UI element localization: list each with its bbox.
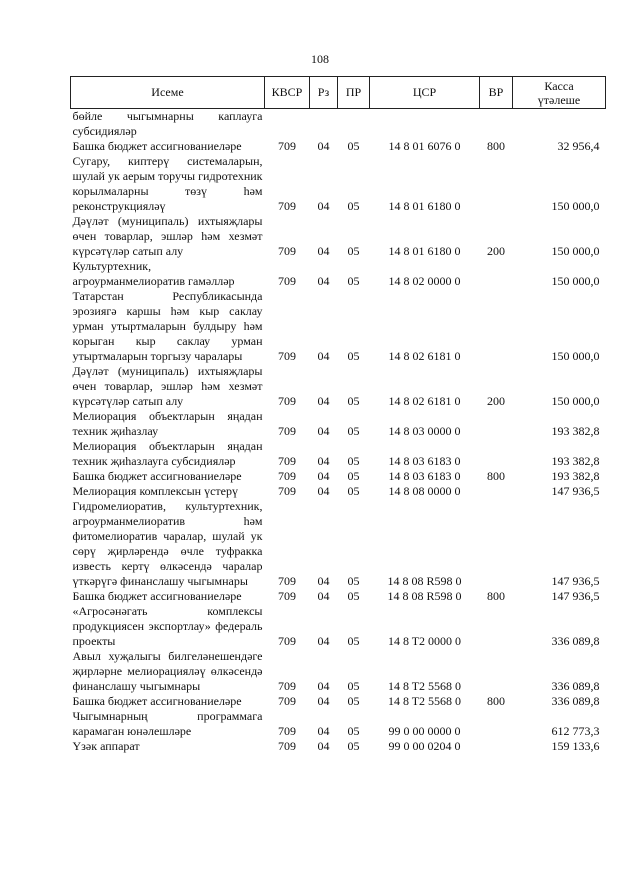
table-row	[71, 739, 606, 754]
cell-pr: 05	[347, 634, 360, 648]
table-row	[71, 139, 606, 154]
cell-kvsr: 709	[278, 739, 296, 753]
cell-name: Авыл хуҗалыгы билгеләнешендәге җирләрне мелиорацияләү өлкәсендә финанслашу чыгымнары	[72, 649, 263, 693]
cell-csr: 99 0 00 0000 0	[388, 724, 461, 738]
cell-vr	[480, 709, 513, 739]
cell-kassa: 147 936,5	[551, 574, 600, 588]
table-row	[71, 484, 606, 499]
cell-rz: 04	[317, 574, 330, 588]
cell-csr: 14 8 01 6180 0	[388, 199, 461, 213]
cell-kvsr: 709	[278, 574, 296, 588]
page-number: 108	[311, 52, 329, 66]
header-kassa-line2: үтәлеше	[537, 92, 581, 107]
cell-name: Сугару, киптерү системаларын, шулай ук аерым торучы гидротехник корылмаларны төзү һәм реконструкцияләү	[72, 154, 263, 213]
cell-name: Дәүләт (муниципаль) ихтыяҗлары өчен товарлар, эшләр һәм хезмәт күрсәтүләр сатып алу	[72, 364, 263, 408]
cell-kassa: 336 089,8	[551, 679, 600, 693]
cell-rz: 04	[317, 349, 330, 363]
cell-kassa: 32 956,4	[557, 139, 600, 153]
cell-csr: 14 8 03 6183 0	[388, 469, 461, 483]
header-pr: ПР	[338, 77, 370, 109]
table-row	[71, 409, 606, 439]
cell-vr	[480, 154, 513, 214]
cell-csr: 14 8 03 0000 0	[388, 424, 461, 438]
table-row	[71, 259, 606, 289]
cell-name: Башка бюджет ассигнованиеләре	[72, 469, 242, 483]
cell-csr: 14 8 01 6180 0	[388, 244, 461, 258]
cell-kassa	[513, 109, 606, 140]
cell-csr: 14 8 T2 5568 0	[387, 694, 462, 708]
cell-name: «Агросәнәгать комплексы продукциясен экспортлау» федераль проекты	[72, 604, 263, 648]
header-kvsr: КВСР	[265, 77, 310, 109]
cell-rz: 04	[317, 274, 330, 288]
cell-kvsr	[265, 109, 310, 140]
cell-rz: 04	[317, 679, 330, 693]
cell-name: Дәүләт (муниципаль) ихтыяҗлары өчен товарлар, эшләр һәм хезмәт күрсәтүләр сатып алу	[72, 214, 263, 258]
cell-vr	[480, 409, 513, 439]
cell-kassa: 193 382,8	[551, 469, 600, 483]
cell-kvsr: 709	[278, 394, 296, 408]
cell-vr: 200	[487, 394, 505, 408]
header-vr: ВР	[480, 77, 513, 109]
cell-vr	[480, 484, 513, 499]
cell-kassa: 193 382,8	[551, 454, 600, 468]
budget-table	[70, 76, 606, 754]
table-row	[71, 649, 606, 694]
cell-pr: 05	[347, 199, 360, 213]
table-row	[71, 439, 606, 469]
cell-name: Татарстан Республикасында эрозиягә каршы һәм кыр саклау урман утыртмаларын булдыру һәм корыган кыр саклау урман утыртмаларын торгызу чаралары	[72, 289, 263, 363]
cell-name: Үзәк аппарат	[72, 739, 140, 753]
cell-csr: 14 8 02 0000 0	[388, 274, 461, 288]
cell-rz: 04	[317, 139, 330, 153]
cell-kassa: 336 089,8	[551, 634, 600, 648]
cell-pr	[338, 109, 370, 140]
cell-csr: 14 8 08 0000 0	[388, 484, 461, 498]
cell-rz: 04	[317, 424, 330, 438]
cell-vr	[480, 289, 513, 364]
table-header	[71, 77, 606, 109]
table-row	[71, 499, 606, 589]
cell-name: Башка бюджет ассигнованиеләре	[72, 694, 242, 708]
cell-kvsr: 709	[278, 724, 296, 738]
cell-kvsr: 709	[278, 634, 296, 648]
cell-name: Гидромелиоратив, культуртехник, агроурманмелиоратив һәм фитомелиоратив чаралар, шулай ук сөрү җирләрендә өчле туфракка известь кертү өлкәсендә чаралар үткәрүгә финанслашу чыгымнары	[72, 499, 263, 588]
cell-rz: 04	[317, 394, 330, 408]
table-row	[71, 214, 606, 259]
cell-csr: 99 0 00 0204 0	[388, 739, 461, 753]
cell-name: Башка бюджет ассигнованиеләре	[72, 139, 242, 153]
cell-kvsr: 709	[278, 694, 296, 708]
cell-csr: 14 8 01 6076 0	[388, 139, 461, 153]
cell-kassa: 193 382,8	[551, 424, 600, 438]
header-csr: ЦСР	[370, 77, 480, 109]
cell-rz: 04	[317, 739, 330, 753]
cell-kvsr: 709	[278, 424, 296, 438]
cell-pr: 05	[347, 454, 360, 468]
cell-name: бөйле чыгымнарны каплауга субсидияләр	[72, 109, 263, 138]
cell-rz: 04	[317, 634, 330, 648]
table-row	[71, 694, 606, 709]
cell-rz: 04	[317, 469, 330, 483]
cell-rz: 04	[317, 589, 330, 603]
cell-kassa: 159 133,6	[551, 739, 600, 753]
cell-csr: 14 8 02 6181 0	[388, 394, 461, 408]
cell-vr	[480, 259, 513, 289]
cell-csr: 14 8 T2 5568 0	[387, 679, 462, 693]
cell-kvsr: 709	[278, 274, 296, 288]
cell-rz: 04	[317, 484, 330, 498]
cell-vr	[480, 439, 513, 469]
cell-name: Башка бюджет ассигнованиеләре	[72, 589, 242, 603]
header-kassa-line1: Касса	[544, 78, 574, 93]
cell-kassa: 150 000,0	[551, 244, 600, 258]
cell-pr: 05	[347, 739, 360, 753]
table-row	[71, 709, 606, 739]
cell-kvsr: 709	[278, 679, 296, 693]
cell-rz: 04	[317, 199, 330, 213]
cell-kvsr: 709	[278, 349, 296, 363]
cell-vr	[480, 739, 513, 754]
cell-pr: 05	[347, 274, 360, 288]
cell-kassa: 147 936,5	[551, 589, 600, 603]
cell-pr: 05	[347, 694, 360, 708]
cell-csr: 14 8 T2 0000 0	[387, 634, 462, 648]
table-row	[71, 154, 606, 214]
cell-vr: 800	[487, 694, 505, 708]
cell-pr: 05	[347, 469, 360, 483]
cell-pr: 05	[347, 139, 360, 153]
cell-vr	[480, 499, 513, 589]
cell-name: Мелиорация объектларын яңадан техник җиһазлау	[72, 409, 263, 438]
cell-rz	[310, 109, 338, 140]
table-row	[71, 604, 606, 649]
cell-vr	[480, 649, 513, 694]
cell-kassa: 150 000,0	[551, 394, 600, 408]
cell-vr	[480, 109, 513, 140]
cell-csr	[370, 109, 480, 140]
table-row	[71, 364, 606, 409]
cell-pr: 05	[347, 679, 360, 693]
cell-name: Мелиорация комплексын үстерү	[72, 484, 238, 498]
cell-rz: 04	[317, 454, 330, 468]
cell-pr: 05	[347, 424, 360, 438]
table-row	[71, 589, 606, 604]
cell-kvsr: 709	[278, 244, 296, 258]
cell-kassa: 147 936,5	[551, 484, 600, 498]
cell-kvsr: 709	[278, 454, 296, 468]
header-kassa	[513, 77, 606, 109]
cell-kassa: 150 000,0	[551, 199, 600, 213]
table-row	[71, 109, 606, 140]
header-rz: Рз	[310, 77, 338, 109]
cell-vr: 800	[487, 139, 505, 153]
cell-name: Мелиорация объектларын яңадан техник җиһазлауга субсидияләр	[72, 439, 263, 468]
cell-csr: 14 8 03 6183 0	[388, 454, 461, 468]
table-body	[71, 109, 606, 755]
cell-kassa: 150 000,0	[551, 274, 600, 288]
cell-pr: 05	[347, 244, 360, 258]
cell-name: Чыгымнарның программага карамаган юнәлешләре	[72, 709, 263, 738]
cell-vr: 800	[487, 469, 505, 483]
cell-pr: 05	[347, 589, 360, 603]
cell-pr: 05	[347, 484, 360, 498]
cell-kvsr: 709	[278, 484, 296, 498]
cell-rz: 04	[317, 694, 330, 708]
cell-pr: 05	[347, 724, 360, 738]
cell-vr: 800	[487, 589, 505, 603]
cell-pr: 05	[347, 349, 360, 363]
cell-rz: 04	[317, 244, 330, 258]
cell-kvsr: 709	[278, 199, 296, 213]
cell-kassa: 612 773,3	[551, 724, 600, 738]
cell-vr	[480, 604, 513, 649]
cell-kassa: 150 000,0	[551, 349, 600, 363]
table-row	[71, 469, 606, 484]
cell-pr: 05	[347, 394, 360, 408]
cell-kassa: 336 089,8	[551, 694, 600, 708]
cell-csr: 14 8 08 R598 0	[387, 589, 462, 603]
cell-name: Культуртехник, агроурманмелиоратив гамәлләр	[72, 259, 235, 288]
cell-csr: 14 8 02 6181 0	[388, 349, 461, 363]
cell-csr: 14 8 08 R598 0	[387, 574, 462, 588]
cell-rz: 04	[317, 724, 330, 738]
header-name: Исеме	[71, 77, 265, 109]
table-row	[71, 289, 606, 364]
cell-kvsr: 709	[278, 139, 296, 153]
cell-kvsr: 709	[278, 589, 296, 603]
cell-vr: 200	[487, 244, 505, 258]
cell-kvsr: 709	[278, 469, 296, 483]
cell-pr: 05	[347, 574, 360, 588]
